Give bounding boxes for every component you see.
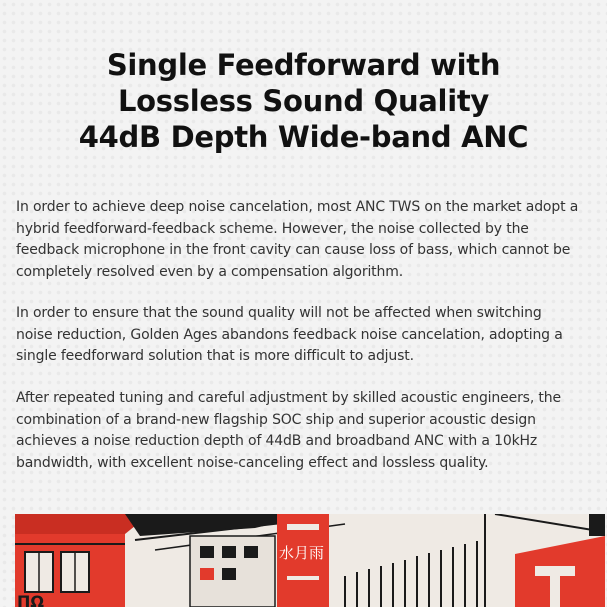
right-corner-block [589, 514, 605, 536]
paragraph-2-line-2: noise reduction, Golden Ages abandons feedback noise cancelation, adopting a [16, 326, 563, 343]
right-sign-bar-1 [535, 566, 575, 576]
sign-stripe-1 [287, 524, 319, 530]
paragraph-1-line-1: In order to achieve deep noise cancelation, most ANC TWS on the market adopt a [16, 199, 579, 215]
paragraph-1 [16, 197, 596, 283]
paragraph-3-line-1: After repeated tuning and careful adjustment by skilled acoustic engineers, the [16, 390, 561, 406]
paragraph-2-line-3: single feedforward solution that is more difficult to adjust. [16, 348, 414, 364]
building-window-3 [244, 546, 258, 558]
paragraph-1-line-2: hybrid feedforward-feedback scheme. However, the noise collected by the [16, 220, 529, 237]
title-line-2: Lossless Sound Quality [117, 84, 490, 118]
paragraph-3-line-4: bandwidth, with excellent noise-canceling effect and lossless quality. [16, 454, 489, 471]
paragraph-2 [16, 303, 596, 368]
paragraph-3-line-3: achieves a noise reduction depth of 44dB and broadband ANC with a 10kHz [16, 433, 538, 449]
paragraph-3-line-2: combination of a brand-new flagship SOC ship and superior acoustic design [16, 411, 536, 428]
building-window-1 [200, 546, 214, 558]
right-sign-bar-2 [550, 576, 560, 607]
storefront-lettering: ΠΩ [17, 592, 44, 607]
sign-stripe-2 [287, 576, 319, 580]
building-window-5 [222, 568, 236, 580]
paragraph-3 [16, 388, 596, 474]
building-window-2 [222, 546, 236, 558]
building-window-4 [200, 568, 214, 580]
city-illustration [15, 514, 605, 607]
illustration-banner [15, 514, 605, 607]
sign-text: 水月雨 [279, 544, 325, 562]
title-line-3: 44dB Depth Wide-band ANC [78, 120, 529, 154]
title-line-1: Single Feedforward with [106, 48, 501, 82]
paragraph-1-line-4: completely resolved even by a compensation algorithm. [16, 263, 404, 280]
page-title [0, 47, 607, 155]
paragraph-2-line-1: In order to ensure that the sound quality will not be affected when switching [16, 305, 542, 321]
paragraph-1-line-3: feedback microphone in the front cavity can cause loss of bass, which cannot be [16, 242, 571, 258]
